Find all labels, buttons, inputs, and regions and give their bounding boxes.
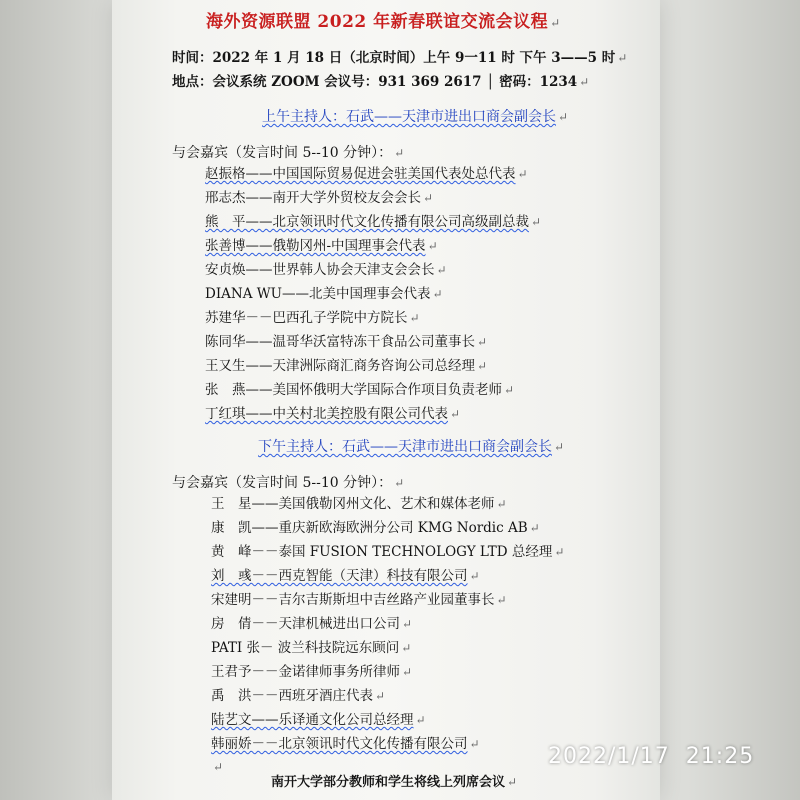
afternoon-guest-4: 刘 彧－－西克智能（天津）科技有限公司 ↵ [211,568,480,584]
afternoon-guest-11: 韩丽娇－－北京领讯时代文化传播有限公司 ↵ [211,736,480,752]
meeting-time: 时间：2022 年 1 月 18 日（北京时间）上午 9一11 时 下午 3——5 时 ↵ [172,50,628,66]
afternoon-guest-9: 禹 洪－－西班牙酒庄代表 ↵ [211,688,386,704]
closing-note: 南开大学部分教师和学生将线上列席会议 ↵ [271,775,518,790]
morning-guest-4: 张善博——俄勒冈州-中国理事会代表 ↵ [205,238,438,254]
morning-guest-9: 王又生——天津洲际商汇商务咨询公司总经理 ↵ [205,358,488,374]
morning-guest-8: 陈同华——温哥华沃富特冻干食品公司董事长 ↵ [205,334,488,350]
morning-guest-1: 赵振格——中国国际贸易促进会驻美国代表处总代表 ↵ [205,166,528,182]
afternoon-guest-7: PATI 张－ 波兰科技院远东顾问 ↵ [211,640,412,656]
morning-guest-11: 丁红琪——中关村北美控股有限公司代表 ↵ [205,406,461,422]
afternoon-guest-6: 房 倩－－天津机械进出口公司 ↵ [211,616,413,632]
morning-guests-header: 与会嘉宾（发言时间 5--10 分钟）： ↵ [172,145,405,161]
afternoon-host: 下午主持人：石武——天津市进出口商会副会长 ↵ [258,439,565,455]
morning-guest-2: 邢志杰——南开大学外贸校友会会长 ↵ [205,190,434,206]
morning-guest-5: 安贞焕——世界韩人协会天津支会会长 ↵ [205,262,447,278]
afternoon-guest-2: 康 凯——重庆新欧海欧洲分公司 KMG Nordic AB ↵ [211,520,540,536]
photo-timestamp: 2022/1/17 21:25 [548,744,755,769]
morning-guest-3: 熊 平——北京领讯时代文化传播有限公司高级副总裁 ↵ [205,214,542,230]
morning-guest-7: 苏建华－－巴西孔子学院中方院长 ↵ [205,310,420,326]
document-title: 海外资源联盟 2022 年新春联谊交流会议程 ↵ [206,12,561,32]
empty-paragraph-mark: ↵ [213,760,224,774]
morning-guest-10: 张 燕——美国怀俄明大学国际合作项目负责老师 ↵ [205,382,515,398]
afternoon-guest-1: 王 星——美国俄勒冈州文化、艺术和媒体老师 ↵ [211,496,507,512]
afternoon-guest-8: 王君予－－金诺律师事务所律师 ↵ [211,664,413,680]
meeting-place: 地点：会议系统 ZOOM 会议号：931 369 2617 │ 密码：1234 ↵ [172,74,590,90]
afternoon-guest-5: 宋建明－－吉尔吉斯斯坦中吉丝路产业园董事长 ↵ [211,592,507,608]
afternoon-guest-3: 黄 峰－－泰国 FUSION TECHNOLOGY LTD 总经理 ↵ [211,544,565,560]
afternoon-guests-header: 与会嘉宾（发言时间 5--10 分钟）： ↵ [172,475,405,491]
morning-guest-6: DIANA WU——北美中国理事会代表 ↵ [205,286,443,302]
afternoon-guest-10: 陆艺文——乐译通文化公司总经理 ↵ [211,712,426,728]
morning-host: 上午主持人：石武——天津市进出口商会副会长 ↵ [262,109,569,125]
